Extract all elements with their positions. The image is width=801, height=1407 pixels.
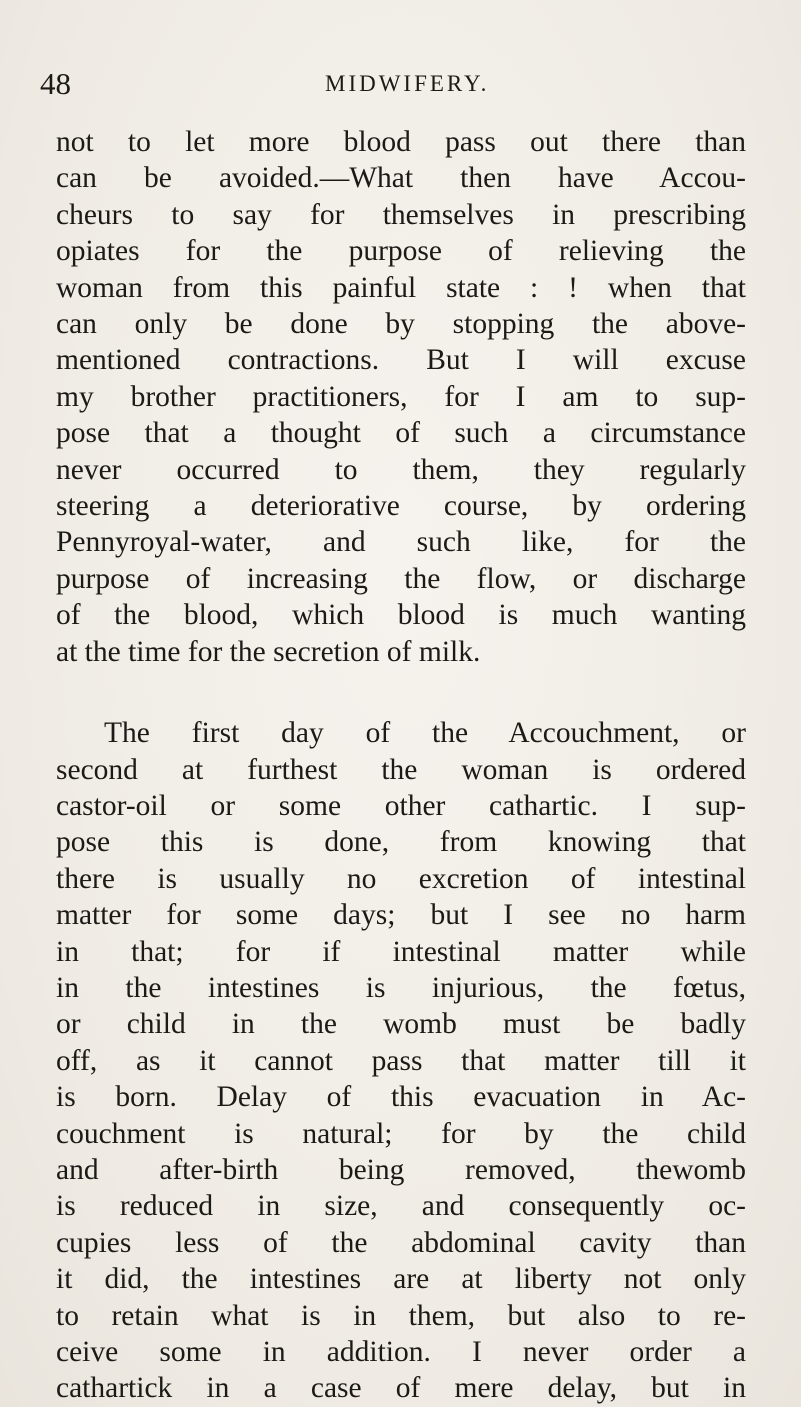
text-line: or child in the womb must be badly (56, 1008, 746, 1041)
text-line: never occurred to them, they regularly (56, 453, 746, 486)
text-line: in the intestines is injurious, the fœtus, (56, 971, 746, 1004)
running-head (40, 64, 760, 104)
text-line: couchment is natural; for by the child (56, 1117, 746, 1150)
text-line: off, as it cannot pass that matter till it (56, 1044, 746, 1077)
text-line: Pennyroyal-water, and such like, for the (56, 526, 746, 559)
text-line: at the time for the secretion of milk. (56, 635, 481, 668)
text-line: steering a deteriorative course, by ordering (56, 490, 746, 523)
text-line: castor-oil or some other cathartic. I sup- (56, 789, 746, 822)
text-line: The first day of the Accouchment, or (104, 717, 746, 750)
text-line: and after-birth being removed, thewomb (56, 1153, 746, 1186)
page-number: 48 (40, 66, 71, 101)
text-line: pose that a thought of such a circumstance (56, 417, 746, 450)
text-line: cathartick in a case of mere delay, but in (56, 1372, 746, 1405)
text-line: matter for some days; but I see no harm (56, 899, 746, 932)
text-line: can only be done by stopping the above- (56, 308, 746, 341)
text-line: can be avoided.—What then have Accou- (56, 162, 746, 195)
text-line: purpose of increasing the flow, or discharge (56, 562, 746, 595)
running-title: MIDWIFERY. (325, 71, 490, 96)
text-line: cupies less of the abdominal cavity than (56, 1226, 746, 1259)
paragraph-accouchment (56, 715, 746, 1407)
text-line: mentioned contractions. But I will excuse (56, 344, 746, 377)
text-line: it did, the intestines are at liberty not only (56, 1263, 746, 1296)
text-line: woman from this painful state : ! when that (56, 271, 746, 304)
text-line: second at furthest the woman is ordered (56, 753, 746, 786)
text-line: pose this is done, from knowing that (56, 826, 746, 859)
text-line: ceive some in addition. I never order a (56, 1336, 746, 1368)
text-line: opiates for the purpose of relieving the (56, 235, 746, 268)
paragraph-gap (56, 670, 746, 715)
body-text (56, 124, 746, 1407)
text-line: is reduced in size, and consequently oc- (56, 1190, 746, 1223)
text-line: not to let more blood pass out there than (56, 126, 746, 158)
text-line: to retain what is in them, but also to re- (56, 1299, 746, 1332)
text-line: of the blood, which blood is much wanting (56, 599, 746, 632)
text-line: cheurs to say for themselves in prescribing (56, 198, 746, 231)
text-line: there is usually no excretion of intestinal (56, 862, 746, 895)
text-line: in that; for if intestinal matter while (56, 935, 746, 968)
paragraph-continuation (56, 124, 746, 670)
text-line: my brother practitioners, for I am to sup- (56, 380, 746, 413)
text-line: is born. Delay of this evacuation in Ac- (56, 1081, 746, 1114)
